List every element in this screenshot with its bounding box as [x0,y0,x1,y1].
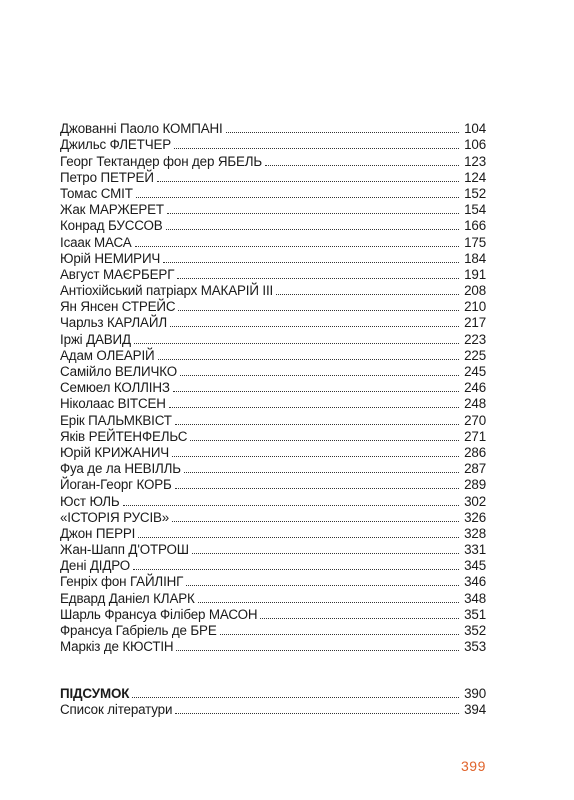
toc-entry-page: 106 [464,137,486,153]
toc-entry-page: 248 [464,396,486,412]
toc-entry-title: Фуа де ла НЕВІЛЛЬ [60,461,181,477]
toc-leader-dots [123,505,459,506]
toc-leader-dots [175,713,459,714]
toc-entry [60,234,486,250]
toc-entry [60,639,486,655]
toc-entry-page: 154 [464,202,486,218]
toc-entry [60,445,486,461]
toc-entry-page: 302 [464,493,486,509]
toc-entry-title: Едвард Даніел КЛАРК [60,590,195,606]
toc-entry-title: Антіохійський патріарх МАКАРІЙ ІІІ [60,283,274,299]
toc-entry [60,590,486,606]
toc-entry-page: 191 [464,266,486,282]
toc-entry-page: 245 [464,364,486,379]
toc-leader-dots [198,602,459,603]
toc-entry [60,348,486,364]
toc-entry-page: 210 [464,299,486,315]
toc-entry-title: Джильс ФЛЕТЧЕР [60,137,172,153]
toc-entry-page: 328 [464,525,486,541]
table-of-contents [60,121,486,655]
toc-entry [60,218,486,234]
toc-leader-dots [132,697,459,698]
toc-leader-dots [172,521,459,522]
toc-leader-dots [190,440,459,441]
toc-entry-title: Самійло ВЕЛИЧКО [60,364,178,379]
toc-entry-page: 345 [464,558,486,574]
toc-entry-title: Томас СМІТ [60,185,133,201]
toc-entry-page: 225 [464,347,486,363]
toc-entry [60,607,486,623]
toc-entry-page: 287 [464,461,486,477]
toc-entry [60,137,486,153]
toc-leader-dots [177,278,459,279]
toc-entry-page: 246 [464,380,486,396]
toc-leader-dots [178,310,459,311]
toc-entry [60,331,486,347]
toc-entry-page: 348 [464,590,486,606]
toc-leader-dots [163,262,459,263]
toc-entry-title: Йоган-Георг КОРБ [60,477,172,493]
toc-leader-dots [184,472,459,473]
toc-entry [60,170,486,186]
toc-entry-title: Шарль Франсуа Філібер МАСОН [60,606,258,622]
toc-entry-title: Список літератури [60,702,173,718]
toc-leader-dots [174,148,459,149]
toc-entry-page: 394 [464,702,486,718]
toc-entry-title: Дені ДІДРО [60,558,131,574]
toc-entry-page: 223 [464,331,486,347]
toc-entry-title: Юрій КРИЖАНИЧ [60,444,170,460]
toc-entry-title: Франсуа Габріель де БРЕ [60,623,217,638]
toc-entry-title: Адам ОЛЕАРІЙ [60,347,155,363]
toc-entry-page: 271 [464,428,486,444]
toc-entry [60,574,486,590]
toc-entry [60,380,486,396]
toc-entry [60,396,486,412]
toc-entry [60,702,486,718]
page-number: 399 [461,758,486,774]
toc-entry [60,315,486,331]
toc-entry-page: 104 [464,121,486,137]
toc-entry-page: 353 [464,639,486,655]
toc-leader-dots [157,181,459,182]
toc-leader-dots [173,391,459,392]
toc-entry-title: Юст ЮЛЬ [60,493,120,509]
toc-leader-dots [175,488,459,489]
toc-entry-title: Чарльз КАРЛАЙЛ [60,315,167,331]
toc-entry-title: Джованні Паоло КОМПАНІ [60,121,223,137]
toc-entry-title: Іржі ДАВИД [60,331,131,347]
toc-entry [60,364,486,380]
toc-leader-dots [133,569,459,570]
toc-entry-page: 351 [464,606,486,622]
toc-entry-page: 175 [464,234,486,250]
toc-leader-dots [276,294,459,295]
toc-leader-dots [260,618,459,619]
toc-leader-dots [136,197,459,198]
toc-leader-dots [220,634,459,635]
toc-entry [60,429,486,445]
toc-entry-title: Ерік ПАЛЬМКВІСТ [60,412,172,428]
toc-entry [60,186,486,202]
toc-leader-dots [158,359,459,360]
toc-entry [60,251,486,267]
toc-entry-page: 326 [464,509,486,525]
toc-entry-page: 331 [464,542,486,558]
toc-entry [60,153,486,169]
toc-entry-page: 166 [464,218,486,234]
toc-entry-title: Жак МАРЖЕРЕТ [60,202,164,218]
toc-entry-title: ПІДСУМОК [60,686,130,702]
toc-entry-title: Георг Тектандер фон дер ЯБЕЛЬ [60,153,263,169]
toc-entry-page: 346 [464,574,486,590]
toc-entry-page: 270 [464,412,486,428]
toc-leader-dots [135,246,460,247]
toc-leader-dots [186,585,459,586]
toc-entry [60,461,486,477]
toc-entry-page: 184 [464,250,486,266]
toc-entry-title: Конрад БУССОВ [60,218,163,234]
toc-entry-page: 208 [464,283,486,299]
toc-leader-dots [169,407,459,408]
toc-leader-dots [166,229,459,230]
toc-entry [60,299,486,315]
toc-leader-dots [180,375,459,376]
toc-entry-title: Семюел КОЛЛІНЗ [60,380,170,396]
toc-leader-dots [176,650,459,651]
toc-leader-dots [175,424,459,425]
toc-leader-dots [226,132,459,133]
toc-entry-title: «ІСТОРІЯ РУСІВ» [60,509,170,525]
toc-entry-title: Ян Янсен СТРЕЙС [60,299,176,315]
toc-entry [60,510,486,526]
toc-entry [60,526,486,542]
toc-entry [60,267,486,283]
toc-leader-dots [138,537,459,538]
toc-entry [60,283,486,299]
toc-entry [60,542,486,558]
toc-entry-title: Генріх фон ГАЙЛІНГ [60,574,184,590]
toc-entry-title: Ніколаас ВІТСЕН [60,396,166,412]
toc-entry-title: Ісаак МАСА [60,234,132,250]
toc-entry-page: 390 [464,686,486,702]
toc-entry-title: Август МАЄРБЕРГ [60,266,175,282]
toc-entry [60,477,486,493]
table-of-contents-closing [60,686,486,718]
toc-entry-page: 217 [464,315,486,331]
toc-entry-title: Джон ПЕРРІ [60,525,136,541]
toc-entry-page: 289 [464,477,486,493]
toc-leader-dots [265,165,459,166]
toc-leader-dots [192,553,459,554]
toc-entry-page: 286 [464,444,486,460]
toc-entry [60,558,486,574]
toc-entry [60,412,486,428]
toc-entry [60,121,486,137]
toc-entry-page: 152 [464,185,486,201]
toc-entry [60,686,486,702]
toc-entry-title: Маркіз де КЮСТІН [60,639,174,655]
toc-entry-title: Жан-Шапп Д'ОТРОШ [60,542,189,558]
toc-entry-page: 124 [464,169,486,185]
toc-entry [60,623,486,639]
toc-entry-title: Юрій НЕМИРИЧ [60,250,161,266]
toc-leader-dots [172,456,459,457]
toc-entry-title: Яків РЕЙТЕНФЕЛЬС [60,428,188,444]
toc-entry [60,493,486,509]
toc-leader-dots [170,326,459,327]
toc-entry-page: 123 [464,153,486,169]
toc-entry [60,202,486,218]
toc-entry-page: 352 [464,623,486,638]
toc-leader-dots [134,343,459,344]
toc-leader-dots [167,213,459,214]
toc-entry-title: Петро ПЕТРЕЙ [60,169,154,185]
